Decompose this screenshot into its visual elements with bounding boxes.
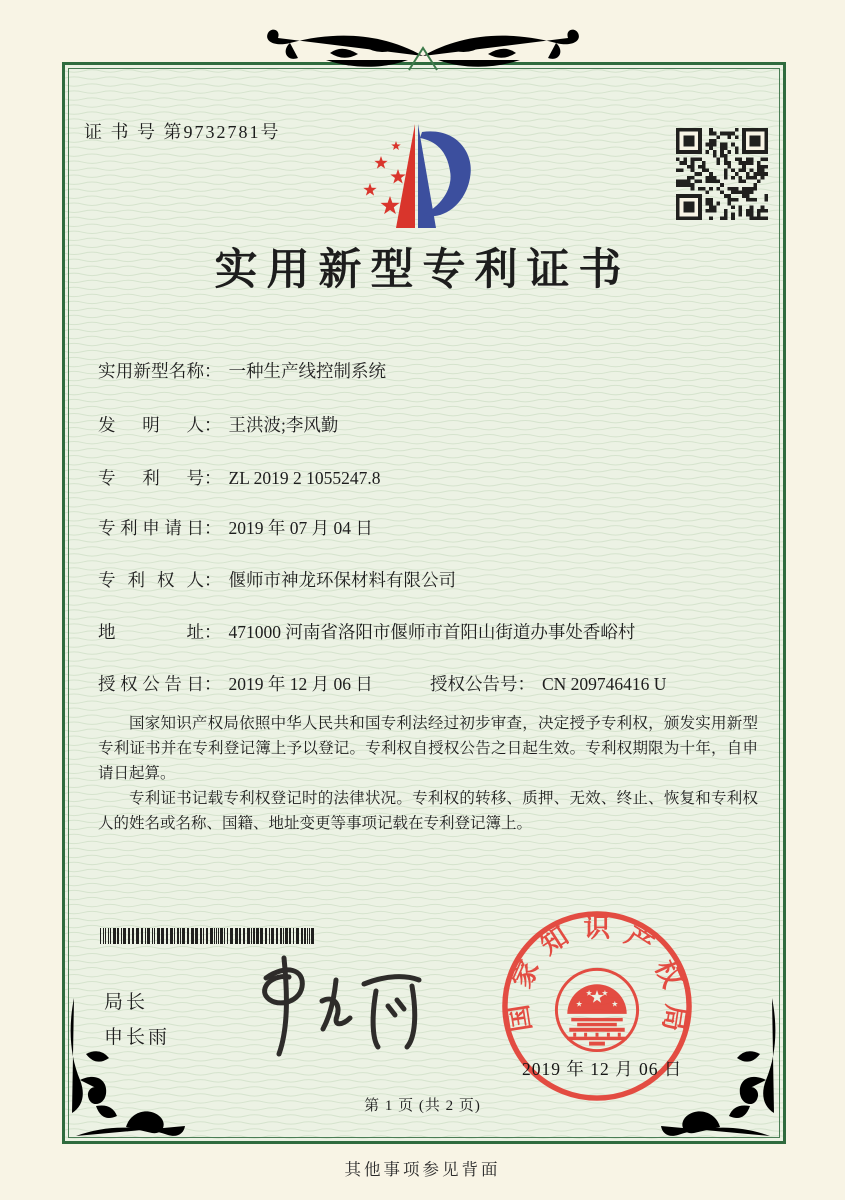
seal-text: 国家知识产权局 (502, 912, 692, 1034)
svg-text:国家知识产权局 (503, 913, 691, 1034)
field-label: 专利号 (98, 468, 204, 488)
field-label: 授权公告日 (98, 674, 204, 694)
field-row-inventors (98, 412, 766, 437)
field-colon: ： (204, 361, 222, 381)
field-row-patent-name (98, 358, 766, 383)
field-row-address (98, 619, 766, 644)
field-colon: ： (204, 415, 222, 435)
field-value: 2019 年 12 月 06 日 (228, 674, 373, 694)
field-value: CN 209746416 U (542, 674, 667, 694)
page-number: 第 1 页 (共 2 页) (364, 1098, 481, 1114)
field-row-filing-date (98, 515, 766, 540)
commissioner-name: 申长雨 (104, 1027, 171, 1048)
field-label: 实用新型名称 (98, 361, 204, 381)
certificate-title: 实用新型专利证书 (214, 247, 631, 294)
field-row-grant-date (98, 671, 766, 696)
field-colon: ： (204, 674, 222, 694)
field-value: 王洪波;李风勤 (228, 415, 339, 435)
seal-date: 2019 年 12 月 06 日 (522, 1059, 683, 1079)
field-row-patent-number (98, 465, 766, 490)
commissioner-title: 局长 (104, 992, 149, 1013)
field-colon: ： (204, 518, 222, 538)
body-paragraph-2: 专利证书记载专利权登记时的法律状况。专利权的转移、质押、无效、终止、恢复和专利权人的姓名或名称、国籍、地址变更等事项记载在专利登记簿上。 (98, 790, 758, 832)
field-row-patentee (98, 567, 766, 592)
field-grant-number (430, 671, 666, 696)
field-value: 偃师市神龙环保材料有限公司 (228, 570, 456, 590)
certificate-number: 证 书 号 第9732781号 (84, 122, 281, 142)
field-label: 专利申请日 (98, 518, 204, 538)
field-label: 地址 (98, 622, 204, 642)
field-value: 一种生产线控制系统 (228, 361, 386, 381)
cnipa-logo (352, 120, 482, 232)
corner-flourish-left (66, 994, 188, 1144)
logo-stars (363, 141, 405, 214)
body-paragraph-1: 国家知识产权局依照中华人民共和国专利法经过初步审查，决定授予专利权，颁发实用新型专利证书并在专利登记簿上予以登记。专利权自授权公告之日起生效。专利权期限为十年，自申请日起算。 (98, 715, 758, 782)
field-label: 专利权人 (98, 570, 204, 590)
field-value: 471000 河南省洛阳市偃师市首阳山街道办事处香峪村 (228, 622, 636, 642)
top-scroll-ornament (238, 12, 608, 74)
field-value: 2019 年 07 月 04 日 (228, 518, 373, 538)
field-value: ZL 2019 2 1055247.8 (228, 468, 381, 488)
field-label: 发明人 (98, 415, 204, 435)
field-label: 授权公告号 (430, 674, 518, 694)
handwritten-signature (226, 946, 426, 1061)
back-side-note: 其他事项参见背面 (344, 1160, 501, 1179)
seal-national-emblem (556, 969, 637, 1050)
field-colon: ： (204, 468, 222, 488)
barcode (100, 928, 318, 944)
field-colon: ： (517, 674, 535, 694)
qr-code (676, 128, 768, 220)
field-colon: ： (204, 622, 222, 642)
field-colon: ： (204, 570, 222, 590)
certificate-body-text (98, 711, 758, 836)
